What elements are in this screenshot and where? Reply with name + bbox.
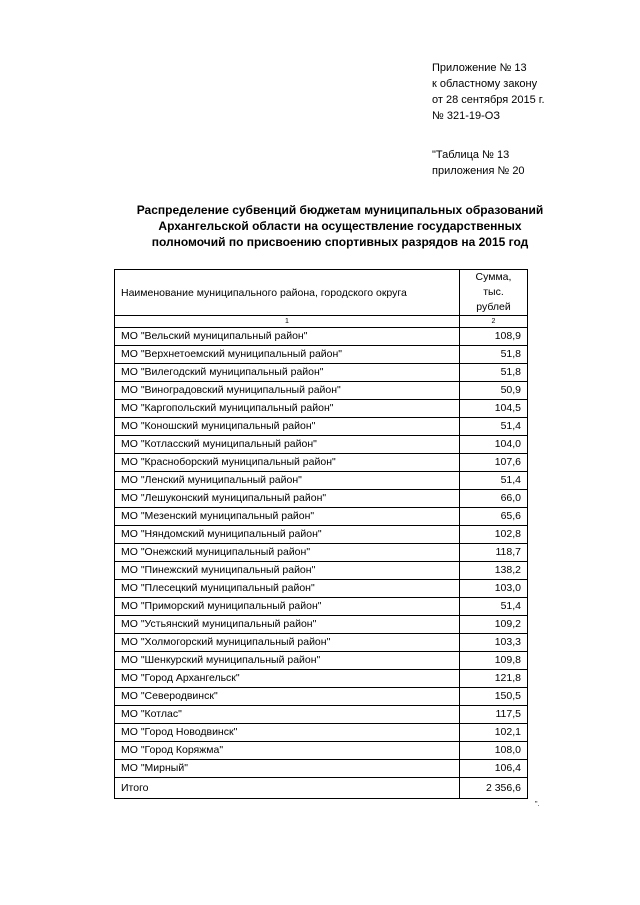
municipality-name: МО "Онежский муниципальный район": [115, 544, 460, 562]
municipality-name: МО "Устьянский муниципальный район": [115, 616, 460, 634]
header-sum-line-2: тыс. рублей: [476, 286, 511, 313]
subvention-amount: 103,3: [460, 634, 528, 652]
table-row: [115, 562, 528, 580]
subvention-amount: 51,8: [460, 364, 528, 382]
table-row: [115, 526, 528, 544]
municipality-name: МО "Город Коряжма": [115, 742, 460, 760]
table-row: [115, 652, 528, 670]
table-row: [115, 598, 528, 616]
header-sum: [460, 270, 528, 316]
table-row: [115, 400, 528, 418]
subvention-amount: 65,6: [460, 508, 528, 526]
document-title: [80, 202, 600, 250]
table-note: [432, 147, 525, 179]
municipality-name: МО "Приморский муниципальный район": [115, 598, 460, 616]
municipality-name: МО "Лешуконский муниципальный район": [115, 490, 460, 508]
municipality-name: МО "Каргопольский муниципальный район": [115, 400, 460, 418]
total-label: Итого: [115, 778, 460, 799]
table-row: [115, 760, 528, 778]
annex-line-4: № 321-19-ОЗ: [432, 110, 500, 122]
subvention-amount: 102,8: [460, 526, 528, 544]
subvention-amount: 108,0: [460, 742, 528, 760]
municipality-name: МО "Красноборский муниципальный район": [115, 454, 460, 472]
municipality-name: МО "Коношский муниципальный район": [115, 418, 460, 436]
table-row: [115, 616, 528, 634]
table-row: [115, 688, 528, 706]
table-header-row: [115, 270, 528, 316]
table-row: [115, 508, 528, 526]
municipality-name: МО "Ленский муниципальный район": [115, 472, 460, 490]
subvention-amount: 51,8: [460, 346, 528, 364]
subvention-amount: 150,5: [460, 688, 528, 706]
distribution-table: [114, 269, 528, 799]
table-row: [115, 364, 528, 382]
subvention-amount: 50,9: [460, 382, 528, 400]
header-sum-line-1: Сумма,: [475, 271, 512, 283]
table-row: [115, 580, 528, 598]
table-note-line-1: "Таблица № 13: [432, 149, 510, 161]
subvention-amount: 103,0: [460, 580, 528, 598]
annex-reference: [432, 60, 545, 124]
municipality-name: МО "Котласский муниципальный район": [115, 436, 460, 454]
subvention-amount: 109,8: [460, 652, 528, 670]
table-row: [115, 454, 528, 472]
subvention-amount: 66,0: [460, 490, 528, 508]
title-line-3: полномочий по присвоению спортивных разрядов на 2015 год: [151, 235, 529, 249]
table-note-line-2: приложения № 20: [432, 165, 525, 177]
municipality-name: МО "Плесецкий муниципальный район": [115, 580, 460, 598]
municipality-name: МО "Виноградовский муниципальный район": [115, 382, 460, 400]
table-row: [115, 490, 528, 508]
municipality-name: МО "Котлас": [115, 706, 460, 724]
municipality-name: МО "Город Архангельск": [115, 670, 460, 688]
total-value: 2 356,6: [460, 778, 528, 799]
table-row: [115, 328, 528, 346]
municipality-name: МО "Мезенский муниципальный район": [115, 508, 460, 526]
annex-line-1: Приложение № 13: [432, 62, 527, 74]
subvention-amount: 51,4: [460, 598, 528, 616]
table-row: [115, 472, 528, 490]
municipality-name: МО "Город Новодвинск": [115, 724, 460, 742]
subvention-amount: 102,1: [460, 724, 528, 742]
table-row: [115, 436, 528, 454]
municipality-name: МО "Вилегодский муниципальный район": [115, 364, 460, 382]
subvention-amount: 51,4: [460, 418, 528, 436]
table-row: [115, 742, 528, 760]
annex-line-3: от 28 сентября 2015 г.: [432, 94, 545, 106]
subvention-amount: 107,6: [460, 454, 528, 472]
table-row: [115, 670, 528, 688]
closing-quote: ".: [535, 801, 540, 808]
table-row: [115, 706, 528, 724]
subvention-amount: 109,2: [460, 616, 528, 634]
title-line-2: Архангельской области на осуществление государственных: [158, 219, 522, 233]
column-number-1: 1: [115, 316, 460, 328]
subvention-amount: 108,9: [460, 328, 528, 346]
table-body: [115, 328, 528, 778]
subvention-amount: 118,7: [460, 544, 528, 562]
table-row: [115, 346, 528, 364]
subvention-amount: 117,5: [460, 706, 528, 724]
total-row: [115, 778, 528, 799]
subvention-amount: 104,0: [460, 436, 528, 454]
table-row: [115, 724, 528, 742]
table-row: [115, 382, 528, 400]
municipality-name: МО "Мирный": [115, 760, 460, 778]
subvention-amount: 104,5: [460, 400, 528, 418]
subvention-amount: 106,4: [460, 760, 528, 778]
subvention-amount: 121,8: [460, 670, 528, 688]
municipality-name: МО "Верхнетоемский муниципальный район": [115, 346, 460, 364]
subvention-amount: 138,2: [460, 562, 528, 580]
municipality-name: МО "Шенкурский муниципальный район": [115, 652, 460, 670]
title-line-1: Распределение субвенций бюджетам муниципальных образований: [136, 203, 544, 217]
municipality-name: МО "Вельский муниципальный район": [115, 328, 460, 346]
table-row: [115, 418, 528, 436]
municipality-name: МО "Няндомский муниципальный район": [115, 526, 460, 544]
municipality-name: МО "Северодвинск": [115, 688, 460, 706]
column-number-row: [115, 316, 528, 328]
municipality-name: МО "Пинежский муниципальный район": [115, 562, 460, 580]
subvention-amount: 51,4: [460, 472, 528, 490]
annex-line-2: к областному закону: [432, 78, 538, 90]
header-name: Наименование муниципального района, городского округа: [115, 270, 460, 316]
table-row: [115, 544, 528, 562]
column-number-2: 2: [460, 316, 528, 328]
table-row: [115, 634, 528, 652]
municipality-name: МО "Холмогорский муниципальный район": [115, 634, 460, 652]
